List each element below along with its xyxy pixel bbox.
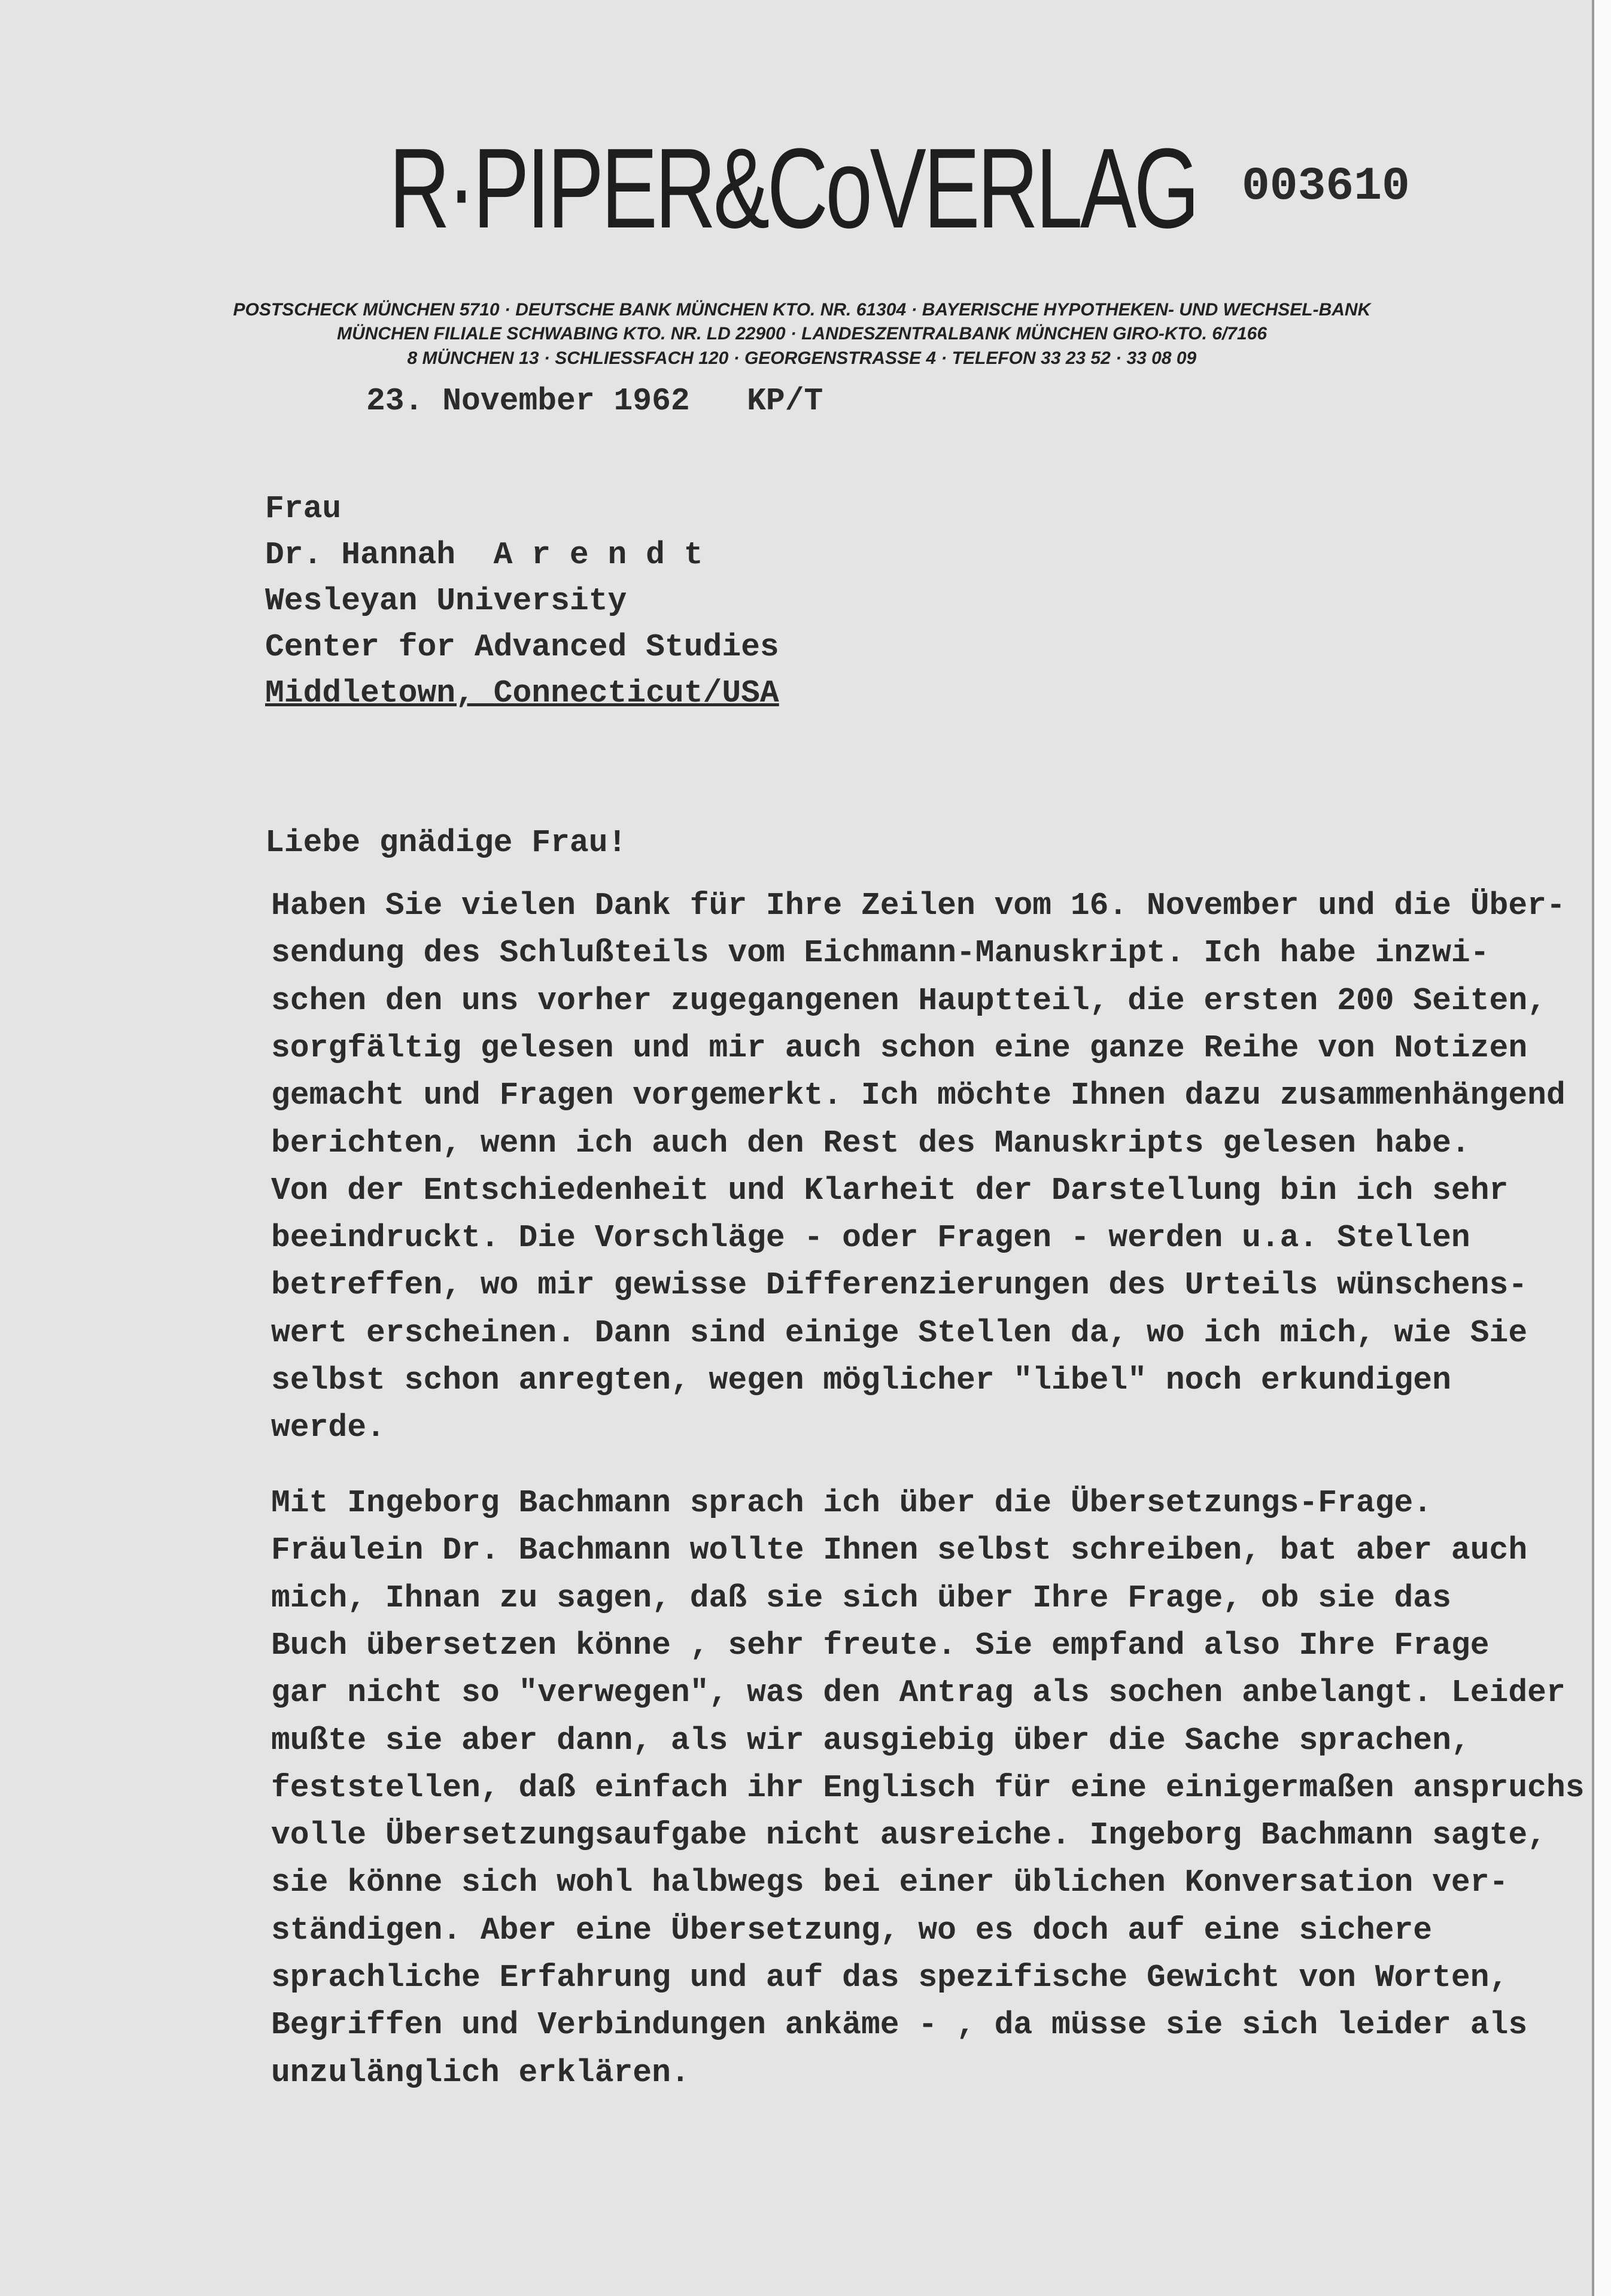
body-line: unzulänglich erklären. (271, 2054, 690, 2091)
body-line: Haben Sie vielen Dank für Ihre Zeilen vom 16. November und die Über- (271, 888, 1566, 924)
body-line: sendung des Schlußteils vom Eichmann-Manuskript. Ich habe inzwi- (271, 935, 1490, 971)
date-line: 23. November 1962 KP/T (366, 383, 823, 419)
page-edge (1592, 0, 1611, 2296)
body-line: mußte sie aber dann, als wir ausgiebig über die Sache sprachen, (271, 1722, 1470, 1759)
body-line: sorgfältig gelesen und mir auch schon eine ganze Reihe von Notizen (271, 1029, 1528, 1066)
body-line: Buch übersetzen könne , sehr freute. Sie empfand also Ihre Frage (271, 1627, 1490, 1663)
body-line: beeindruckt. Die Vorschläge - oder Fragen - werden u.a. Stellen (271, 1220, 1470, 1256)
body-line: Mit Ingeborg Bachmann sprach ich über die Übersetzungs-Frage. (271, 1485, 1433, 1521)
body-line: berichten, wenn ich auch den Rest des Manuskripts gelesen habe. (271, 1125, 1470, 1161)
body-line: selbst schon anregten, wegen möglicher "libel" noch erkundigen (271, 1362, 1451, 1398)
body-line: mich, Ihnan zu sagen, daß sie sich über Ihre Frage, ob sie das (271, 1580, 1451, 1616)
address-line: Center for Advanced Studies (265, 629, 779, 665)
body-line: feststellen, daß einfach ihr Englisch für eine einigermaßen anspruchs (271, 1769, 1585, 1806)
body-line: betreffen, wo mir gewisse Differenzierungen des Urteils wünschens- (271, 1267, 1528, 1304)
bank-line: MÜNCHEN FILIALE SCHWABING KTO. NR. LD 22900 · LANDESZENTRALBANK MÜNCHEN GIRO-KTO. 6/7166 (337, 324, 1267, 344)
address-line: Wesleyan University (265, 583, 627, 619)
address-line: Dr. Hannah A r e n d t (265, 537, 703, 573)
document-number: 003610 (1242, 160, 1410, 213)
body-line: wert erscheinen. Dann sind einige Stellen da, wo ich mich, wie Sie (271, 1314, 1528, 1351)
body-line: gemacht und Fragen vorgemerkt. Ich möchte Ihnen dazu zusammenhängend (271, 1077, 1566, 1114)
address-line: Middletown, Connecticut/USA (265, 675, 779, 711)
body-line: Von der Entschiedenheit und Klarheit der Darstellung bin ich sehr (271, 1172, 1509, 1208)
body-line: schen den uns vorher zugegangenen Hauptteil, die ersten 200 Seiten, (271, 982, 1546, 1019)
body-line: Begriffen und Verbindungen ankäme - , da müsse sie sich leider als (271, 2007, 1528, 2043)
body-line: volle Übersetzungsaufgabe nicht ausreiche. Ingeborg Bachmann sagte, (271, 1817, 1546, 1854)
publisher-logo: R·PIPER&CoVERLAG (389, 125, 1197, 252)
address-line: Frau (265, 491, 342, 527)
bank-line: POSTSCHECK MÜNCHEN 5710 · DEUTSCHE BANK MÜNCHEN KTO. NR. 61304 · BAYERISCHE HYPOTHEKEN- UND WECHSEL-BANK (233, 300, 1371, 320)
address-contact-line: 8 MÜNCHEN 13 · SCHLIESSFACH 120 · GEORGENSTRASSE 4 · TELEFON 33 23 52 · 33 08 09 (407, 348, 1197, 368)
body-line: sie könne sich wohl halbwegs bei einer üblichen Konversation ver- (271, 1864, 1509, 1901)
body-line: ständigen. Aber eine Übersetzung, wo es doch auf eine sichere (271, 1912, 1433, 1948)
salutation: Liebe gnädige Frau! (265, 825, 627, 861)
body-line: werde. (271, 1410, 385, 1446)
body-line: gar nicht so "verwegen", was den Antrag als sochen anbelangt. Leider (271, 1675, 1566, 1711)
body-line: sprachliche Erfahrung und auf das spezifische Gewicht von Worten, (271, 1960, 1509, 1996)
body-line: Fräulein Dr. Bachmann wollte Ihnen selbst schreiben, bat aber auch (271, 1532, 1528, 1569)
